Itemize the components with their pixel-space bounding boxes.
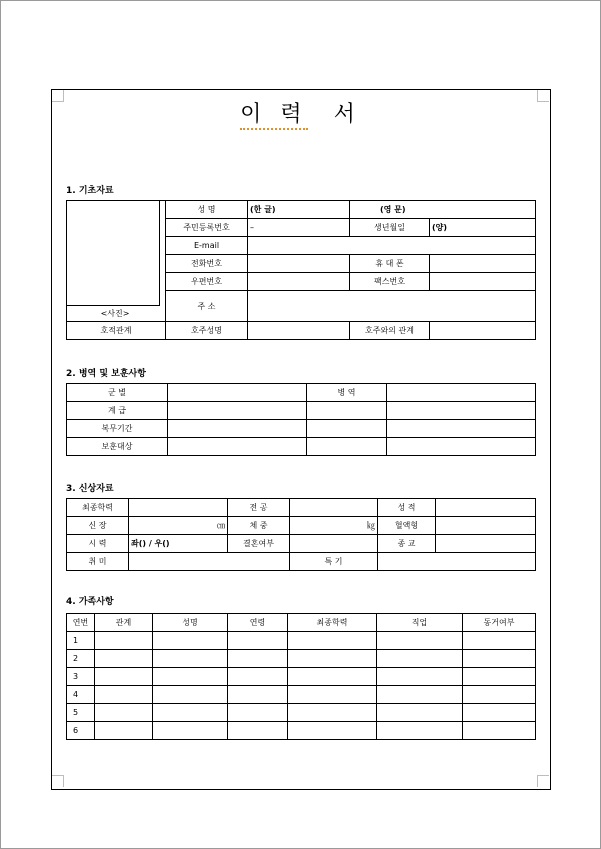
family-row-number: 3 <box>67 668 95 686</box>
head-name-field[interactable] <box>248 322 350 340</box>
section-1-heading: 1. 기초자료 <box>66 186 114 196</box>
korean-name-field[interactable]: (한 글) <box>248 201 350 219</box>
military-branch-field[interactable] <box>387 384 536 402</box>
family-cell[interactable] <box>463 632 536 650</box>
family-cell[interactable] <box>463 704 536 722</box>
family-cell[interactable] <box>153 722 228 740</box>
family-col-relation: 관계 <box>95 614 153 632</box>
table-row <box>67 686 536 704</box>
family-cell[interactable] <box>228 704 288 722</box>
service-extra-2[interactable] <box>387 420 536 438</box>
family-row-number: 5 <box>67 704 95 722</box>
family-row-number: 2 <box>67 650 95 668</box>
family-col-name: 성명 <box>153 614 228 632</box>
military-branch-label: 병 역 <box>307 384 387 402</box>
service-extra-1[interactable] <box>307 420 387 438</box>
mobile-field[interactable] <box>430 255 536 273</box>
family-cell[interactable] <box>95 632 153 650</box>
photo-label: <사진> <box>100 309 130 318</box>
family-cell[interactable] <box>377 722 463 740</box>
military-type-field[interactable] <box>168 384 307 402</box>
family-cell[interactable] <box>153 632 228 650</box>
head-relation-field[interactable] <box>430 322 536 340</box>
birth-field[interactable]: (양) <box>430 219 536 237</box>
marital-status-label: 결혼여부 <box>228 535 290 553</box>
blood-type-field[interactable] <box>436 517 536 535</box>
family-cell[interactable] <box>95 686 153 704</box>
table-row <box>67 668 536 686</box>
family-cell[interactable] <box>228 686 288 704</box>
table-row <box>67 632 536 650</box>
zip-label: 우편번호 <box>166 273 248 291</box>
weight-field[interactable]: ㎏ <box>290 517 378 535</box>
religion-label: 종 교 <box>378 535 436 553</box>
family-table <box>66 613 536 740</box>
email-field[interactable] <box>248 237 536 255</box>
family-cell[interactable] <box>153 686 228 704</box>
family-cell[interactable] <box>95 722 153 740</box>
photo-cell[interactable] <box>67 201 166 322</box>
family-cell[interactable] <box>377 632 463 650</box>
family-cell[interactable] <box>95 668 153 686</box>
address-field[interactable] <box>248 291 536 322</box>
personal-info-table <box>66 498 536 571</box>
section-4-heading: 4. 가족사항 <box>66 597 114 607</box>
family-col-education: 최종학력 <box>288 614 377 632</box>
title-part-1: 이 력 <box>240 102 308 130</box>
height-label: 신 장 <box>67 517 129 535</box>
mobile-label: 휴 대 폰 <box>350 255 430 273</box>
table-row <box>67 650 536 668</box>
family-relation-label: 호적관계 <box>67 322 166 340</box>
rank-extra-1[interactable] <box>307 402 387 420</box>
family-cell[interactable] <box>377 704 463 722</box>
id-label: 주민등록번호 <box>166 219 248 237</box>
rank-extra-2[interactable] <box>387 402 536 420</box>
special-skill-field[interactable] <box>378 553 536 571</box>
english-name-field[interactable]: (영 문) <box>350 201 536 219</box>
family-cell[interactable] <box>377 668 463 686</box>
military-type-label: 군 별 <box>67 384 168 402</box>
family-cell[interactable] <box>377 650 463 668</box>
id-field[interactable]: – <box>248 219 350 237</box>
major-field[interactable] <box>290 499 378 517</box>
family-header-row <box>67 614 536 632</box>
major-label: 전 공 <box>228 499 290 517</box>
family-cell[interactable] <box>95 650 153 668</box>
rank-field[interactable] <box>168 402 307 420</box>
marital-status-field[interactable] <box>290 535 378 553</box>
family-col-age: 연령 <box>228 614 288 632</box>
family-row-number: 1 <box>67 632 95 650</box>
basic-info-table <box>66 200 536 340</box>
photo-box <box>67 201 160 306</box>
religion-field[interactable] <box>436 535 536 553</box>
hobby-label: 취 미 <box>67 553 129 571</box>
family-cell[interactable] <box>228 722 288 740</box>
birth-label: 생년월일 <box>350 219 430 237</box>
grade-label: 성 적 <box>378 499 436 517</box>
title-part-2: 서 <box>333 102 361 127</box>
section-3-heading: 3. 신상자료 <box>66 484 114 494</box>
family-cell[interactable] <box>377 686 463 704</box>
family-cell[interactable] <box>288 650 377 668</box>
email-label: E-mail <box>166 237 248 255</box>
family-cell[interactable] <box>228 668 288 686</box>
fax-field[interactable] <box>430 273 536 291</box>
eyesight-label: 시 력 <box>67 535 129 553</box>
service-period-label: 복무기간 <box>67 420 168 438</box>
military-table <box>66 383 536 456</box>
family-cell[interactable] <box>228 650 288 668</box>
eyesight-field[interactable]: 좌() / 우() <box>129 535 228 553</box>
height-field[interactable]: ㎝ <box>129 517 228 535</box>
family-cell[interactable] <box>153 704 228 722</box>
family-col-number: 연번 <box>67 614 95 632</box>
zip-field[interactable] <box>248 273 350 291</box>
margin-corner-bottom-right <box>537 775 549 787</box>
veteran-extra-2[interactable] <box>387 438 536 456</box>
family-cell[interactable] <box>463 686 536 704</box>
family-cell[interactable] <box>288 668 377 686</box>
family-cell[interactable] <box>95 704 153 722</box>
margin-corner-bottom-left <box>52 775 64 787</box>
phone-field[interactable] <box>248 255 350 273</box>
family-col-cohabit: 동거여부 <box>463 614 536 632</box>
family-cell[interactable] <box>463 650 536 668</box>
head-name-label: 호주성명 <box>166 322 248 340</box>
document-title <box>0 97 601 128</box>
family-cell[interactable] <box>288 704 377 722</box>
blood-type-label: 혈액형 <box>378 517 436 535</box>
grade-field[interactable] <box>436 499 536 517</box>
family-row-number: 4 <box>67 686 95 704</box>
hobby-field[interactable] <box>129 553 290 571</box>
education-field[interactable] <box>129 499 228 517</box>
service-period-field[interactable] <box>168 420 307 438</box>
phone-label: 전화번호 <box>166 255 248 273</box>
family-cell[interactable] <box>288 722 377 740</box>
name-label: 성 명 <box>166 201 248 219</box>
family-row-number: 6 <box>67 722 95 740</box>
weight-label: 체 중 <box>228 517 290 535</box>
veteran-extra-1[interactable] <box>307 438 387 456</box>
family-cell[interactable] <box>288 686 377 704</box>
table-row <box>67 704 536 722</box>
family-cell[interactable] <box>153 668 228 686</box>
address-label: 주 소 <box>166 291 248 322</box>
head-relation-label: 호주와의 관계 <box>350 322 430 340</box>
family-cell[interactable] <box>153 650 228 668</box>
veteran-label: 보훈대상 <box>67 438 168 456</box>
table-row <box>67 722 536 740</box>
fax-label: 팩스번호 <box>350 273 430 291</box>
rank-label: 계 급 <box>67 402 168 420</box>
family-cell[interactable] <box>288 632 377 650</box>
veteran-field[interactable] <box>168 438 307 456</box>
education-label: 최종학력 <box>67 499 129 517</box>
section-2-heading: 2. 병역 및 보훈사항 <box>66 369 146 379</box>
special-skill-label: 특 기 <box>290 553 378 571</box>
family-cell[interactable] <box>463 668 536 686</box>
family-col-job: 직업 <box>377 614 463 632</box>
family-cell[interactable] <box>228 632 288 650</box>
family-cell[interactable] <box>463 722 536 740</box>
